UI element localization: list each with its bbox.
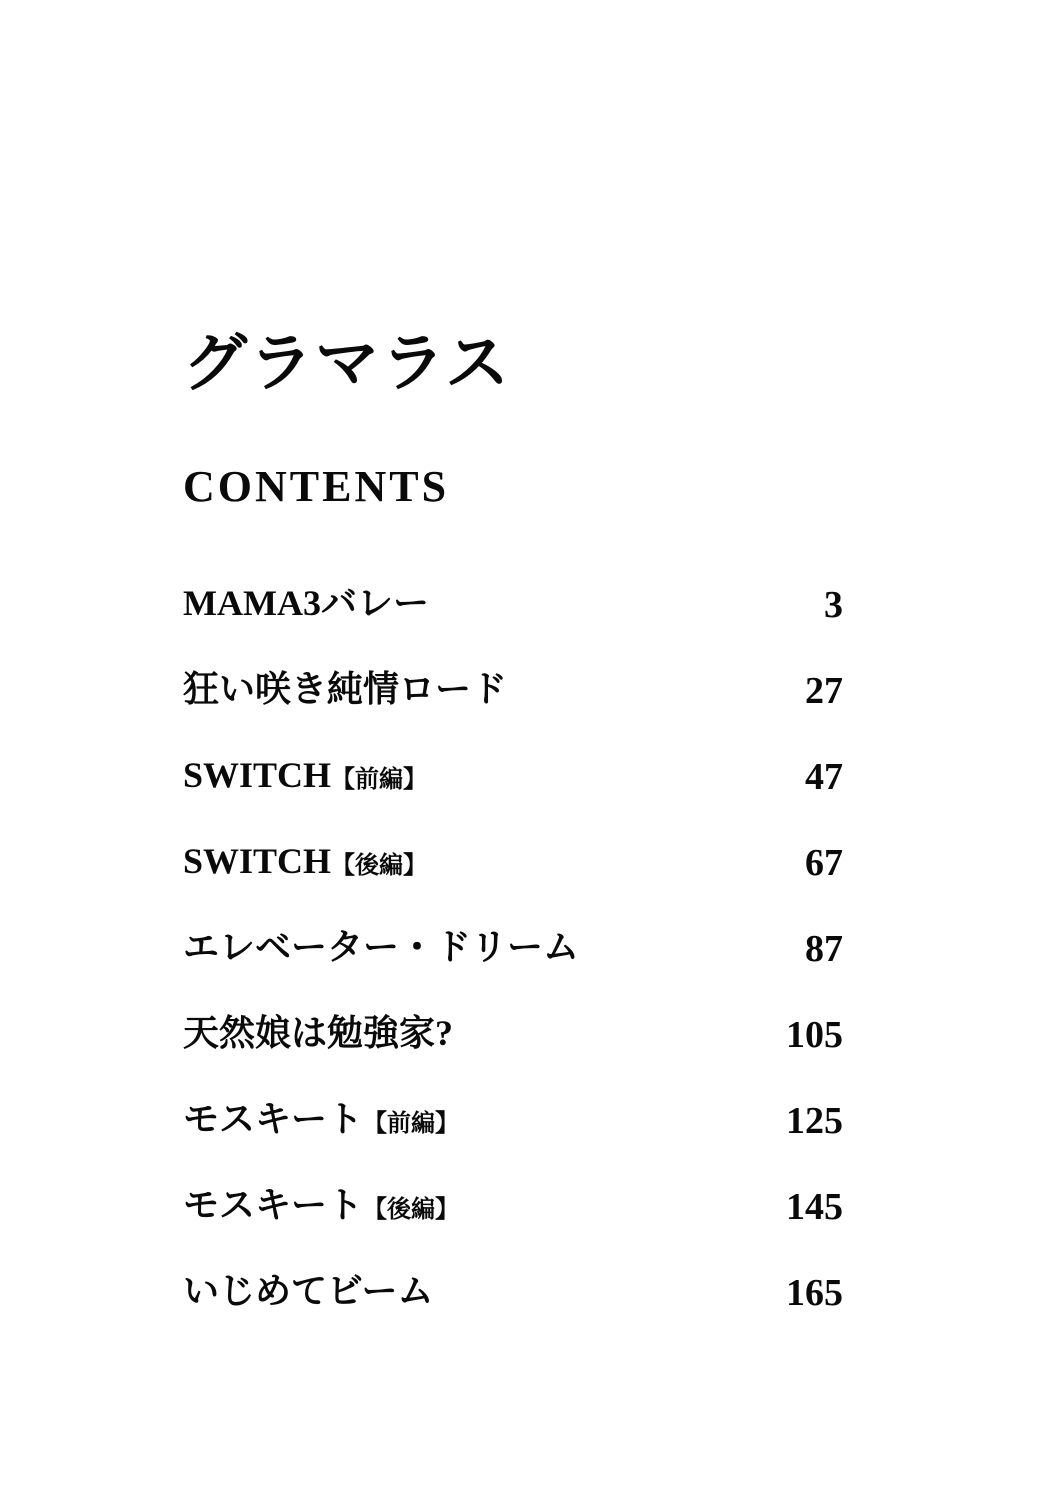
- toc-entry[interactable]: [183, 906, 843, 992]
- toc-entry-title: 天然娘は勉強家?: [183, 1012, 454, 1053]
- toc-entry-page: 105: [786, 1014, 843, 1056]
- toc-entry[interactable]: [183, 648, 843, 734]
- contents-heading: CONTENTS: [183, 462, 450, 511]
- toc-entry-part: 【後編】: [363, 1196, 460, 1223]
- toc-entry-title: SWITCH【後編】: [183, 840, 428, 881]
- toc-entry-title: MAMA3バレー: [183, 582, 429, 623]
- toc-entry-title: いじめてビーム: [183, 1270, 434, 1311]
- toc-entry[interactable]: [183, 1250, 843, 1336]
- toc-entry-page: 47: [805, 756, 843, 798]
- toc-entry[interactable]: [183, 562, 843, 648]
- toc-entry-part: 【前編】: [363, 1110, 460, 1137]
- toc-entry-page: 145: [786, 1186, 843, 1228]
- toc-entry-page: 165: [786, 1272, 843, 1314]
- table-of-contents: [183, 562, 843, 1336]
- toc-entry-page: 125: [786, 1100, 843, 1142]
- toc-entry-part: 【後編】: [331, 852, 428, 879]
- toc-entry-page: 87: [805, 928, 843, 970]
- toc-entry-title: SWITCH【前編】: [183, 754, 428, 795]
- toc-entry[interactable]: [183, 1078, 843, 1164]
- toc-entry[interactable]: [183, 820, 843, 906]
- toc-entry[interactable]: [183, 992, 843, 1078]
- toc-entry-title: 狂い咲き純情ロード: [183, 668, 508, 709]
- toc-entry-part: 【前編】: [331, 766, 428, 793]
- toc-entry-title: モスキート【後編】: [183, 1184, 460, 1225]
- toc-entry[interactable]: [183, 1164, 843, 1250]
- toc-entry[interactable]: [183, 734, 843, 820]
- toc-entry-page: 67: [805, 842, 843, 884]
- toc-entry-page: 3: [824, 584, 843, 626]
- toc-entry-title: モスキート【前編】: [183, 1098, 460, 1139]
- toc-entry-title: エレベーター・ドリーム: [183, 926, 580, 967]
- toc-entry-page: 27: [805, 670, 843, 712]
- book-title: グラマラス: [183, 326, 512, 401]
